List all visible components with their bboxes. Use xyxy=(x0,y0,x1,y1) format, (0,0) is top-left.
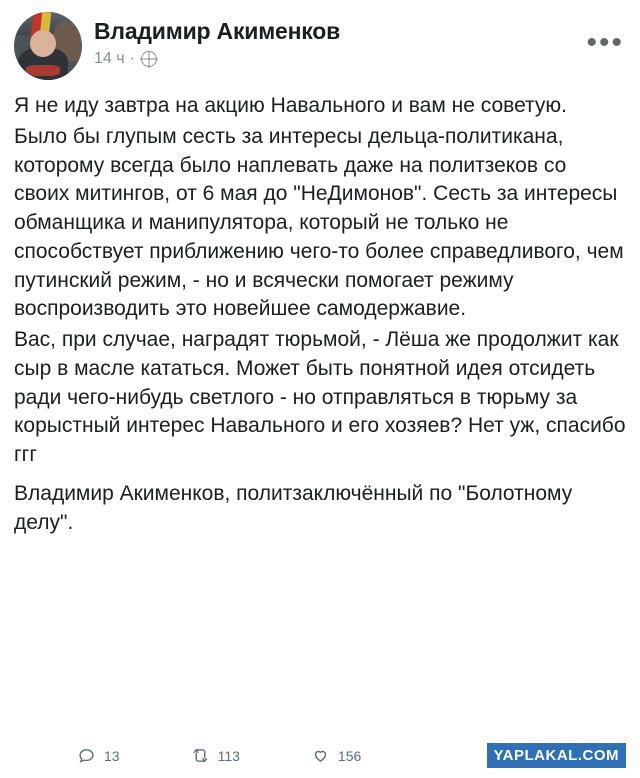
post-timestamp[interactable]: 14 ч xyxy=(94,50,125,68)
like-count: 156 xyxy=(337,747,362,764)
avatar-head xyxy=(30,30,56,57)
avatar[interactable] xyxy=(14,12,82,80)
post-paragraph: Я не иду завтра на акцию Навального и вам не советую. xyxy=(14,94,567,117)
post-actions-bar xyxy=(14,735,626,778)
heart-icon xyxy=(312,747,329,764)
author-name[interactable]: Владимир Акименков xyxy=(94,18,341,44)
meta-separator: · xyxy=(129,50,135,68)
reply-count: 13 xyxy=(104,747,120,764)
post-paragraph: Было бы глупым сесть за интересы дельца-политикана, которому всегда было наплевать даже на политзеков со своих митингов, от 6 мая до "НеДимонов". Сесть за интересы обманщика и манипулятора, который не только не способствует приближению чего-то более справедливого, чем путинский режим, - но и всячески помогает режиму воспроизводить это новейшее самодержавие. xyxy=(14,124,624,321)
retweet-count: 113 xyxy=(217,747,240,764)
post-body xyxy=(14,86,626,735)
post-meta xyxy=(94,50,578,68)
watermark: YAPLAKAL.COM xyxy=(487,743,626,768)
avatar-scarf xyxy=(26,65,60,76)
reply-action[interactable] xyxy=(78,747,120,764)
post-paragraph: Вас, при случае, наградят тюрьмой, - Лёша же продолжит как сыр в масле кататься. Может быть понятной идея отсидеть ради чего-нибудь светлого - но отправляться в тюрьму за корыстный интерес Навального и его хозяев? Нет уж, спасибо ггг xyxy=(14,328,626,467)
retweet-action[interactable] xyxy=(192,747,240,764)
post-paragraph: Владимир Акименков, политзаключённый по "Болотному делу". xyxy=(14,481,573,534)
post-header xyxy=(14,10,626,86)
post-header-text xyxy=(94,12,578,68)
globe-icon xyxy=(141,51,157,67)
retweet-icon xyxy=(192,747,209,764)
like-action[interactable] xyxy=(312,747,361,764)
more-options-button[interactable]: ••• xyxy=(586,26,624,59)
comment-icon xyxy=(78,747,95,764)
